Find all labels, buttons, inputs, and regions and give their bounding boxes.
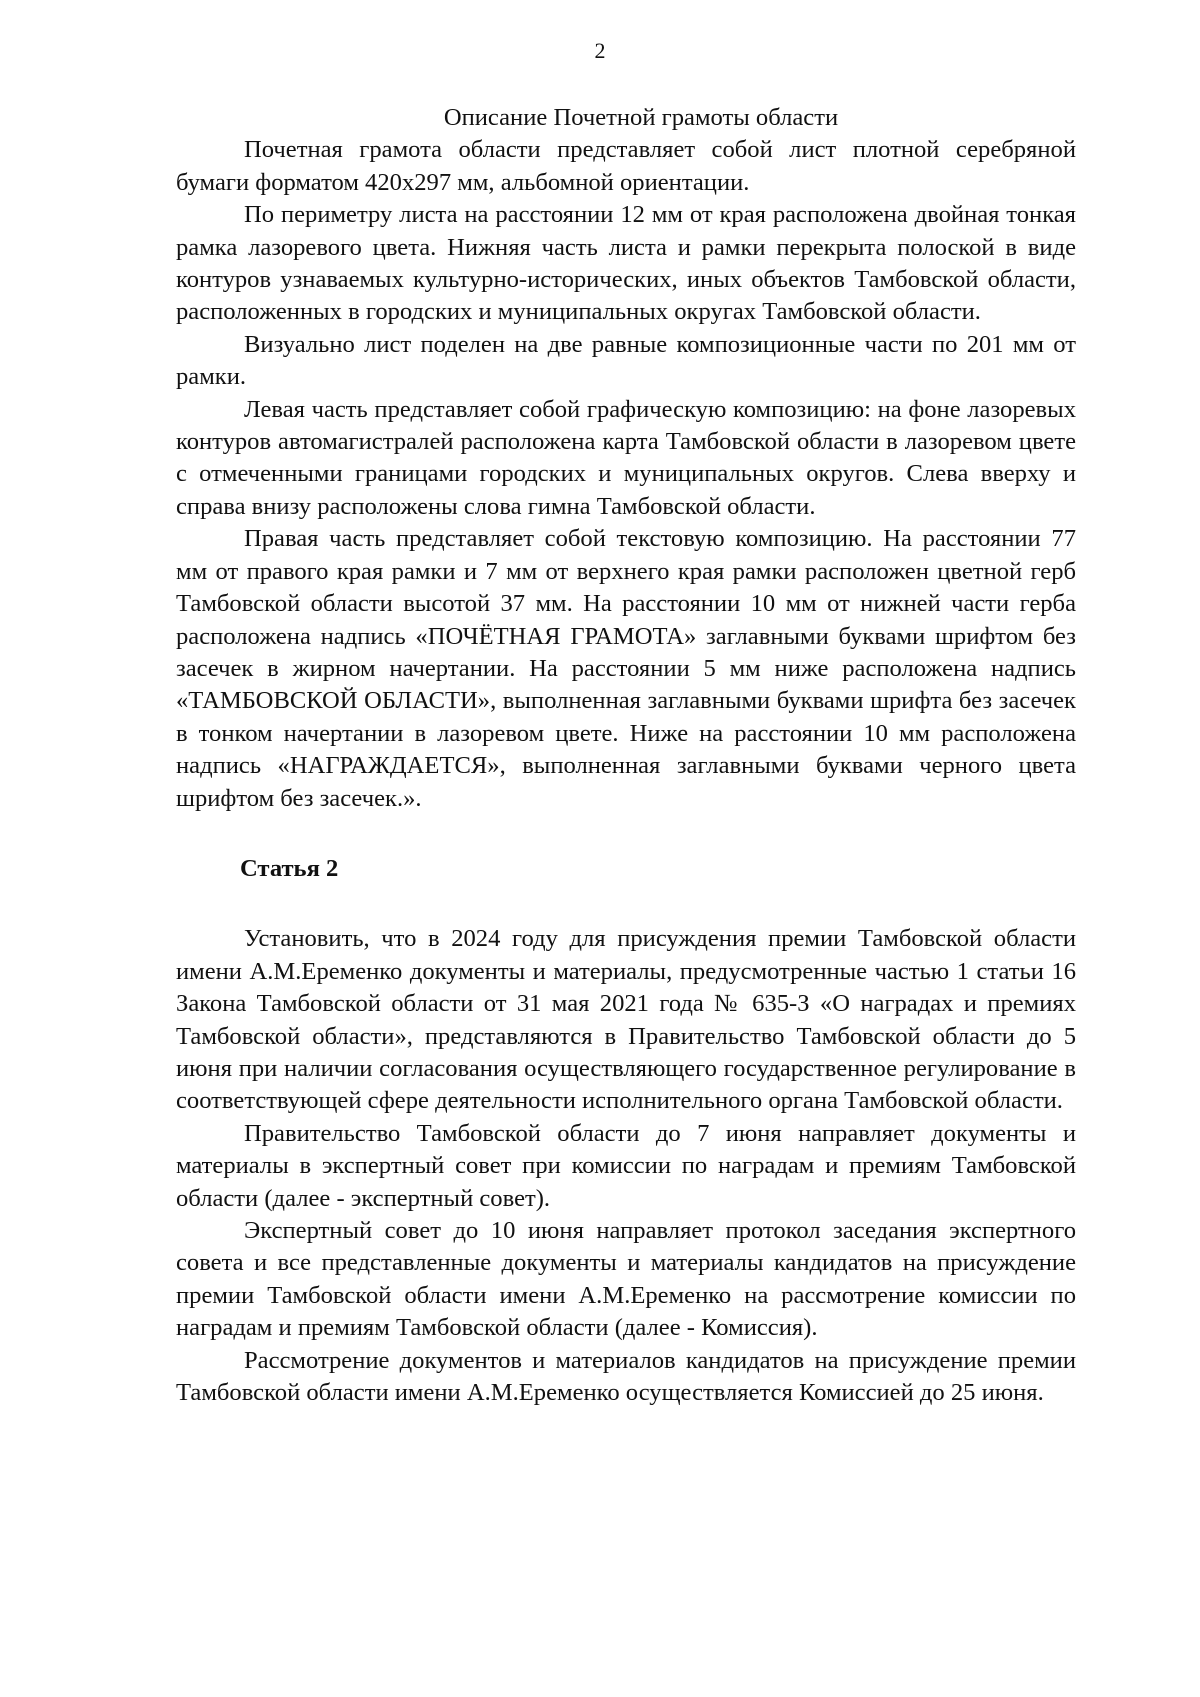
paragraph: Правая часть представляет собой текстовую композицию. На расстоянии 77 мм от правого края рамки и 7 мм от верхнего края рамки расположен цветной герб Тамбовской области высотой 37 мм. На расстоянии 10 мм от нижней части герба расположена надпись «ПОЧЁТНАЯ ГРАМОТА» заглавными буквами шрифтом без засечек в жирном начертании. На расстоянии 5 мм ниже расположена надпись «ТАМБОВСКОЙ ОБЛАСТИ», выполненная заглавными буквами шрифта без засечек в тонком начертании в лазоревом цвете. Ниже на расстоянии 10 мм расположена надпись «НАГРАЖДАЕТСЯ», выполненная заглавными буквами черного цвета шрифтом без засечек.». — [176, 525, 1076, 812]
page-number: 2 — [594, 38, 606, 63]
paragraph: Рассмотрение документов и материалов кандидатов на присуждение премии Тамбовской области имени А.М.Еременко осуществляется Комиссией до 25 июня. — [176, 1346, 1076, 1407]
paragraph: По периметру листа на расстоянии 12 мм от края расположена двойная тонкая рамка лазоревого цвета. Нижняя часть листа и рамки перекрыта полоской в виде контуров узнаваемых культурно-исторических, иных объектов Тамбовской области, расположенных в городских и муниципальных округах Тамбовской области. — [176, 201, 1076, 326]
document-body — [176, 102, 1076, 1409]
paragraph: Установить, что в 2024 году для присуждения премии Тамбовской области имени А.М.Еременко документы и материалы, предусмотренные частью 1 статьи 16 Закона Тамбовской области от 31 мая 2021 года № 635-З «О наградах и премиях Тамбовской области», представляются в Правительство Тамбовской области до 5 июня при наличии согласования осуществляющего государственное регулирование в соответствующей сфере деятельности исполнительного органа Тамбовской области. — [176, 925, 1076, 1115]
section-title: Описание Почетной грамоты области — [443, 104, 839, 131]
paragraph: Почетная грамота области представляет собой лист плотной серебряной бумаги форматом 420x297 мм, альбомной ориентации. — [176, 136, 1076, 196]
paragraph: Левая часть представляет собой графическую композицию: на фоне лазоревых контуров автомагистралей расположена карта Тамбовской области в лазоревом цвете с отмеченными границами городских и муниципальных округов. Слева вверху и справа внизу расположены слова гимна Тамбовской области. — [176, 395, 1076, 520]
paragraph: Правительство Тамбовской области до 7 июня направляет документы и материалы в экспертный совет при комиссии по наградам и премиям Тамбовской области (далее - экспертный совет). — [176, 1119, 1076, 1212]
article-heading: Статья 2 — [240, 854, 339, 882]
paragraph: Экспертный совет до 10 июня направляет протокол заседания экспертного совета и все представленные документы и материалы кандидатов на присуждение премии Тамбовской области имени А.М.Еременко на рассмотрение комиссии по наградам и премиям Тамбовской области (далее - Комиссия). — [176, 1217, 1076, 1342]
paragraph: Визуально лист поделен на две равные композиционные части по 201 мм от рамки. — [176, 330, 1076, 391]
